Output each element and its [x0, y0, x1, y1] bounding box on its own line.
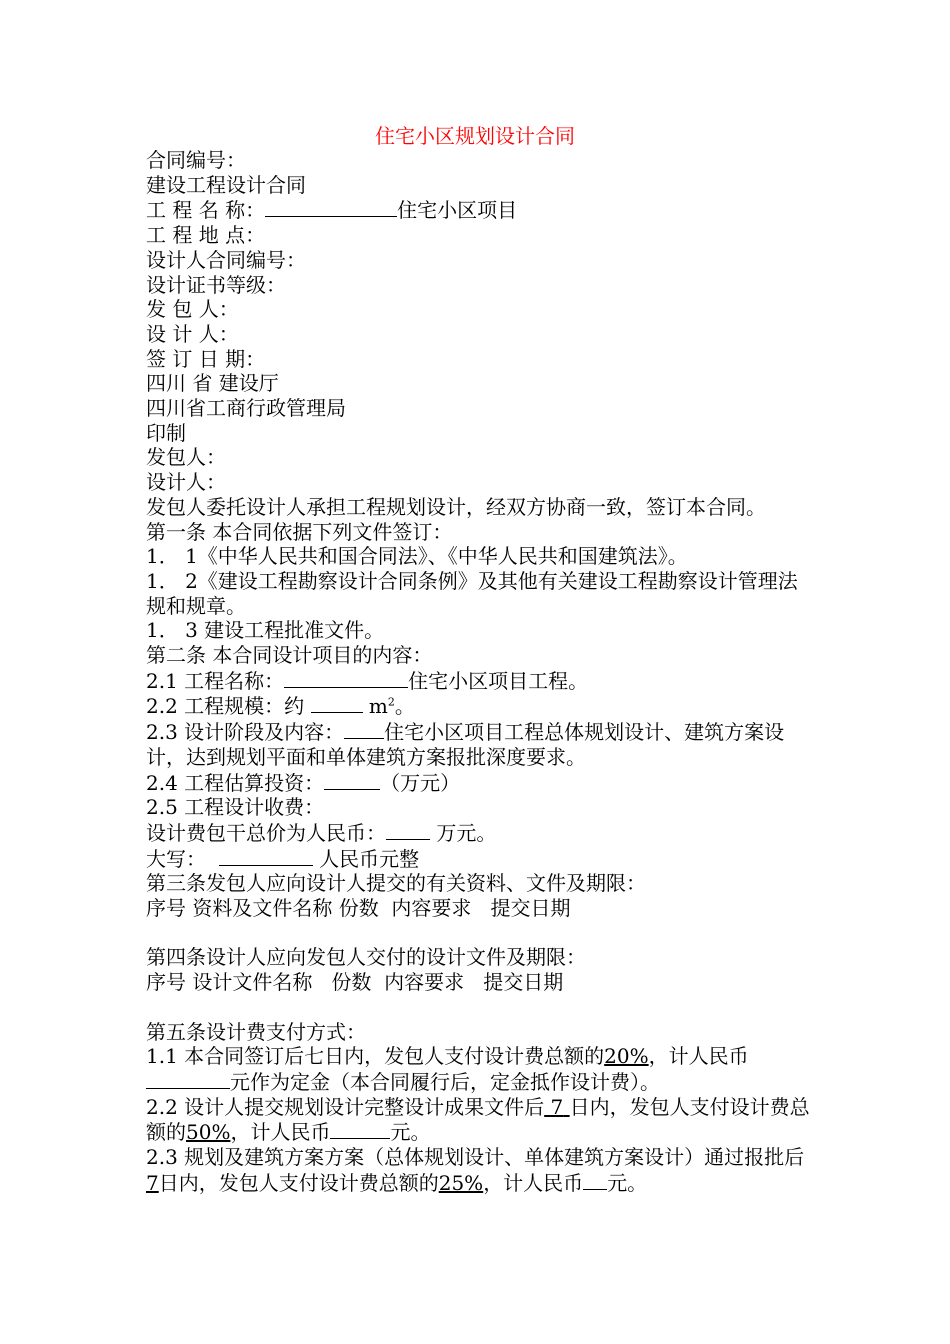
fee-total-line: 设计费包干总价为人民币： 万元。 [146, 820, 497, 845]
contract-no-label: 合同编号： [146, 148, 246, 172]
article5-heading: 第五条设计费支付方式： [146, 1019, 366, 1044]
blank-field [219, 846, 313, 866]
contract-body [146, 148, 810, 1196]
employer-label: 发 包 人： [146, 297, 239, 322]
issuer-commerce-bureau: 四川省工商行政管理局 [146, 396, 346, 421]
article2-item-fee: 2.5 工程设计收费： [146, 795, 325, 820]
blank-field [583, 1170, 607, 1190]
payment-clause-2: 2.2 设计人提交规划设计完整设计成果文件后 7 日内，发包人支付设计费总额的50%，计人民币 元。 [146, 1094, 810, 1145]
designer-contract-no-label: 设计人合同编号： [146, 247, 306, 272]
article2-item-stage: 2.3 设计阶段及内容： 住宅小区项目工程总体规划设计、建筑方案设计，达到规划平面和单体建筑方案报批深度要求。 [146, 720, 785, 769]
article2-heading: 第二条 本合同设计项目的内容： [146, 643, 433, 668]
article4-table-header: 序号 设计文件名称 份数 内容要求 提交日期 [146, 970, 564, 995]
blank-field [386, 820, 430, 840]
project-name-line [146, 197, 810, 223]
blank-field [146, 1069, 230, 1089]
article1-item: 1． 2《建设工程勘察设计合同条例》及其他有关建设工程勘察设计管理法规和规章。 [146, 568, 798, 618]
contract-subtitle: 建设工程设计合同 [146, 172, 306, 197]
project-site-label: 工 程 地 点： [146, 223, 266, 248]
fee-capital-line: 大写： 人民币元整 [146, 846, 420, 871]
article2-item-name: 2.1 工程名称： 住宅小区项目工程。 [146, 668, 589, 693]
article1-item: 1． 3 建设工程批准文件。 [146, 618, 385, 643]
project-name-value: 住宅小区项目 [397, 198, 518, 223]
article3-table-header: 序号 资料及文件名称 份数 内容要求 提交日期 [146, 896, 571, 921]
project-name-label: 工 程 名 称： [146, 198, 266, 223]
project-name-blank [265, 197, 397, 217]
sign-date-label: 签 订 日 期： [146, 346, 266, 371]
blank-field [330, 1119, 390, 1139]
article1-heading: 第一条 本合同依据下列文件签订： [146, 519, 453, 544]
blank-field [344, 719, 384, 739]
document-title: 住宅小区规划设计合同 [375, 124, 575, 148]
article3-heading: 第三条发包人应向设计人提交的有关资料、文件及期限： [146, 871, 646, 896]
article4-heading: 第四条设计人应向发包人交付的设计文件及期限： [146, 945, 586, 970]
blank-field [324, 770, 380, 790]
cert-level-label: 设计证书等级： [146, 272, 286, 297]
preamble-paragraph: 发包人委托设计人承担工程规划设计，经双方协商一致，签订本合同。 [146, 494, 766, 519]
issuer-construction-dept: 四川 省 建设厅 [146, 371, 279, 396]
blank-field [311, 693, 363, 713]
party-designer: 设计人： [146, 470, 226, 495]
printed-label: 印制 [146, 420, 186, 445]
designer-label: 设 计 人： [146, 321, 239, 346]
party-employer: 发包人： [146, 445, 226, 470]
payment-clause-1: 1.1 本合同签订后七日内，发包人支付设计费总额的20%，计人民币元作为定金（本合同履行后，定金抵作设计费）。 [146, 1044, 749, 1094]
blank-field [284, 668, 408, 688]
payment-clause-3: 2.3 规划及建筑方案方案（总体规划设计、单体建筑方案设计）通过报批后7日内，发包人支付设计费总额的25%，计人民币 元。 [146, 1145, 805, 1195]
article1-item: 1． 1《中华人民共和国合同法》、《中华人民共和国建筑法》。 [146, 544, 688, 569]
article2-item-scale: 2.2 工程规模：约 $m^2$。 [146, 694, 415, 719]
article2-item-investment: 2.4 工程估算投资： （万元） [146, 770, 461, 795]
